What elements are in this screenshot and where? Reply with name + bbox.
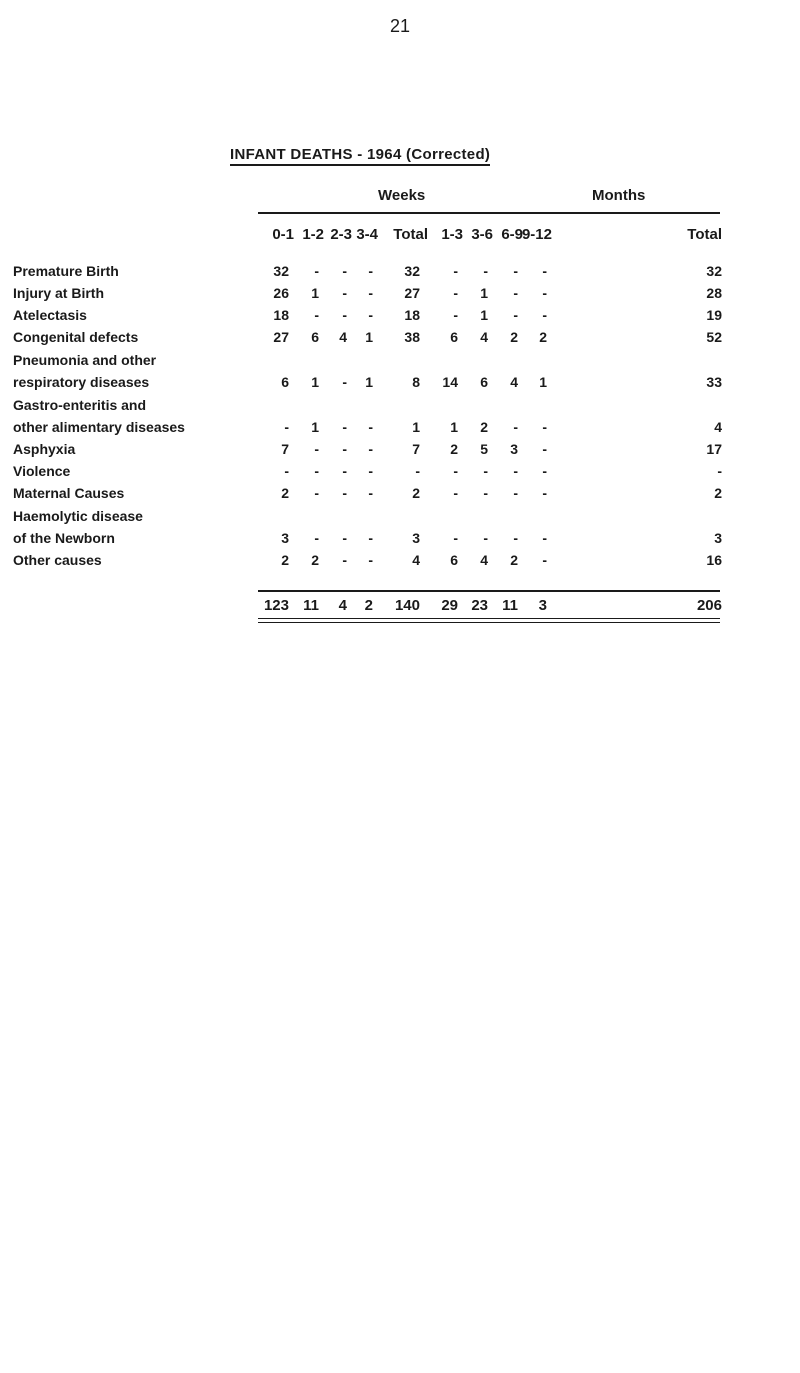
page-number: 21 — [389, 16, 411, 36]
table-cell: - — [483, 463, 488, 479]
row-label: Haemolytic disease — [13, 508, 143, 524]
table-cell: 33 — [706, 374, 722, 390]
table-cell: - — [513, 307, 518, 323]
table-cell: 2 — [311, 552, 319, 568]
table-cell: 16 — [706, 552, 722, 568]
table-cell: 2 — [412, 485, 420, 501]
column-header: 6-9 — [501, 226, 523, 243]
table-cell: - — [368, 552, 373, 568]
table-cell: - — [415, 463, 420, 479]
table-cell: - — [453, 285, 458, 301]
row-label: Maternal Causes — [13, 485, 125, 501]
table-cell: - — [542, 552, 547, 568]
table-cell: - — [342, 419, 347, 435]
total-cell: 23 — [471, 597, 488, 614]
table-cell: - — [368, 485, 373, 501]
table-cell: 7 — [281, 441, 289, 457]
row-label: Premature Birth — [13, 263, 119, 279]
table-cell: - — [342, 485, 347, 501]
table-cell: 27 — [404, 285, 420, 301]
group-header-weeks: Weeks — [378, 187, 426, 204]
column-header: 0-1 — [272, 226, 294, 243]
row-label: Pneumonia and other — [13, 352, 157, 368]
table-cell: 4 — [480, 552, 488, 568]
table-cell: 6 — [450, 329, 458, 345]
table-cell: 1 — [365, 329, 373, 345]
table-cell: - — [368, 530, 373, 546]
table-cell: 38 — [404, 329, 420, 345]
total-cell: 29 — [441, 597, 458, 614]
table-cell: - — [342, 307, 347, 323]
table-cell: - — [342, 530, 347, 546]
table-cell: - — [314, 485, 319, 501]
table-cell: - — [342, 441, 347, 457]
column-header: 1-2 — [302, 226, 324, 243]
table-cell: 1 — [365, 374, 373, 390]
table-cell: - — [513, 463, 518, 479]
table-cell: 5 — [480, 441, 488, 457]
table-cell: - — [368, 285, 373, 301]
table-cell: - — [453, 485, 458, 501]
table-cell: 7 — [412, 441, 420, 457]
table-cell: 2 — [281, 552, 289, 568]
table-cell: 2 — [480, 419, 488, 435]
table-cell: - — [453, 530, 458, 546]
table-cell: 28 — [706, 285, 722, 301]
table-cell: - — [513, 485, 518, 501]
total-cell: 4 — [338, 597, 347, 614]
table-cell: 6 — [480, 374, 488, 390]
table-cell: 2 — [539, 329, 547, 345]
table-cell: - — [717, 463, 722, 479]
table-cell: 1 — [412, 419, 420, 435]
table-cell: - — [342, 463, 347, 479]
row-label: Violence — [13, 463, 71, 479]
total-cell: 11 — [502, 597, 518, 614]
row-label: Atelectasis — [13, 307, 87, 323]
table-cell: 4 — [510, 374, 518, 390]
table-cell: 4 — [480, 329, 488, 345]
totals-double-rule — [258, 618, 720, 623]
column-header: 3-6 — [471, 226, 493, 243]
column-header: Total — [687, 226, 722, 243]
table-cell: - — [314, 441, 319, 457]
column-header: 2-3 — [330, 226, 352, 243]
table-cell: 3 — [412, 530, 420, 546]
table-cell: 32 — [706, 263, 722, 279]
table-cell: 2 — [510, 329, 518, 345]
table-cell: - — [513, 530, 518, 546]
table-cell: 1 — [450, 419, 458, 435]
total-cell: 3 — [538, 597, 547, 614]
table-cell: - — [453, 307, 458, 323]
table-cell: - — [314, 263, 319, 279]
table-cell: - — [342, 374, 347, 390]
table-cell: 3 — [510, 441, 518, 457]
table-cell: - — [542, 441, 547, 457]
table-cell: - — [342, 263, 347, 279]
table-cell: - — [453, 463, 458, 479]
table-cell: - — [542, 285, 547, 301]
table-cell: - — [342, 552, 347, 568]
table-cell: - — [483, 485, 488, 501]
table-cell: - — [542, 307, 547, 323]
table-cell: 1 — [311, 285, 319, 301]
table-cell: 2 — [281, 485, 289, 501]
table-cell: - — [314, 463, 319, 479]
table-cell: 6 — [281, 374, 289, 390]
table-cell: 8 — [412, 374, 420, 390]
table-cell: 1 — [480, 307, 488, 323]
table-cell: - — [368, 419, 373, 435]
table-cell: 19 — [706, 307, 722, 323]
table-cell: 52 — [706, 329, 722, 345]
table-cell: - — [542, 419, 547, 435]
total-cell: 140 — [394, 597, 420, 614]
totals-rule — [258, 590, 720, 592]
table-cell: 17 — [706, 441, 722, 457]
row-label: Congenital defects — [13, 329, 139, 345]
table-cell: - — [542, 485, 547, 501]
table-cell: 27 — [273, 329, 289, 345]
total-cell: 11 — [303, 597, 319, 614]
table-cell: - — [342, 285, 347, 301]
column-header: 9-12 — [521, 226, 552, 243]
table-cell: - — [453, 263, 458, 279]
total-cell: 123 — [263, 597, 289, 614]
row-label: Asphyxia — [13, 441, 76, 457]
row-label: of the Newborn — [13, 530, 115, 546]
table-cell: 26 — [273, 285, 289, 301]
total-cell: 206 — [696, 597, 722, 614]
table-cell: - — [483, 263, 488, 279]
table-cell: - — [368, 307, 373, 323]
table-cell: - — [513, 263, 518, 279]
row-label: respiratory diseases — [13, 374, 150, 390]
table-cell: 32 — [273, 263, 289, 279]
row-label: other alimentary diseases — [13, 419, 185, 435]
table-cell: 4 — [714, 419, 722, 435]
table-cell: 1 — [480, 285, 488, 301]
column-header: 3-4 — [356, 226, 378, 243]
column-header: Total — [393, 226, 428, 243]
table-cell: - — [542, 530, 547, 546]
table-cell: - — [284, 463, 289, 479]
column-header: 1-3 — [441, 226, 463, 243]
table-cell: 6 — [450, 552, 458, 568]
table-cell: 1 — [539, 374, 547, 390]
table-cell: - — [368, 441, 373, 457]
table-cell: 3 — [714, 530, 722, 546]
table-cell: 1 — [311, 374, 319, 390]
table-cell: - — [368, 463, 373, 479]
header-rule — [258, 212, 720, 214]
table-cell: - — [314, 307, 319, 323]
table-cell: 3 — [281, 530, 289, 546]
row-label: Other causes — [13, 552, 102, 568]
table-cell: - — [483, 530, 488, 546]
table-cell: 18 — [273, 307, 289, 323]
table-cell: 2 — [450, 441, 458, 457]
table-cell: - — [284, 419, 289, 435]
total-cell: 2 — [364, 597, 373, 614]
group-header-months: Months — [592, 187, 646, 204]
table-cell: 2 — [714, 485, 722, 501]
table-cell: - — [542, 263, 547, 279]
table-cell: - — [513, 419, 518, 435]
table-cell: 14 — [442, 374, 458, 390]
table-cell: 4 — [412, 552, 420, 568]
table-cell: - — [314, 530, 319, 546]
table-title: INFANT DEATHS - 1964 (Corrected) — [230, 146, 490, 166]
row-label: Injury at Birth — [13, 285, 105, 301]
table-cell: 6 — [311, 329, 319, 345]
table-cell: 1 — [311, 419, 319, 435]
table-cell: - — [542, 463, 547, 479]
table-cell: - — [513, 285, 518, 301]
table-cell: 18 — [404, 307, 420, 323]
row-label: Gastro-enteritis and — [13, 397, 147, 413]
table-cell: 32 — [404, 263, 420, 279]
table-cell: 4 — [339, 329, 347, 345]
table-cell: - — [368, 263, 373, 279]
table-cell: 2 — [510, 552, 518, 568]
